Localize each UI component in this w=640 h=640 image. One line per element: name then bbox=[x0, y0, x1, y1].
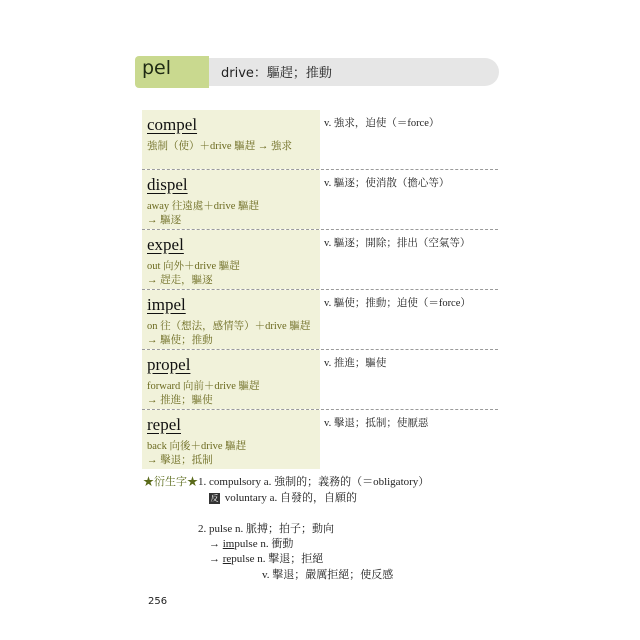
root-header bbox=[135, 56, 500, 88]
etymology bbox=[147, 380, 319, 408]
word-table bbox=[142, 110, 498, 469]
headword: dispel bbox=[147, 175, 188, 194]
headword: expel bbox=[147, 235, 184, 254]
derivative-2 bbox=[198, 520, 334, 536]
stem: pulse bbox=[234, 538, 258, 550]
derivative-line: pulse n. 脈搏；拍子；動向 bbox=[209, 523, 334, 535]
word-cell bbox=[142, 350, 320, 409]
etymology bbox=[147, 200, 319, 228]
derivative-sub-line bbox=[209, 535, 293, 551]
table-row bbox=[142, 170, 498, 230]
antonym-text: voluntary a. 自發的，自願的 bbox=[224, 492, 358, 504]
etymology-line: away 往遠處＋drive 驅趕 bbox=[147, 201, 259, 212]
root-word: pel bbox=[142, 57, 172, 79]
etymology-line: on 往（想法，感情等）＋drive 驅趕 bbox=[147, 321, 311, 332]
headword: repel bbox=[147, 415, 181, 434]
word-cell bbox=[142, 410, 320, 469]
table-row bbox=[142, 290, 498, 350]
root-meaning-band bbox=[209, 58, 499, 86]
table-row bbox=[142, 110, 498, 170]
etymology-line: → 驅使；推動 bbox=[147, 335, 213, 346]
table-row bbox=[142, 230, 498, 290]
derivative-sub-line bbox=[209, 550, 323, 566]
arrow-icon: → bbox=[209, 553, 220, 565]
root-meaning: drive：驅趕；推動 bbox=[221, 66, 332, 81]
etymology-line: out 向外＋drive 驅趕 bbox=[147, 261, 240, 272]
definition: v. 擊退；抵制；使厭惡 bbox=[324, 418, 429, 429]
definition: v. 驅逐；開除；排出（空氣等） bbox=[324, 238, 471, 249]
table-row bbox=[142, 350, 498, 410]
definition: v. 驅使；推動；迫使（＝force） bbox=[324, 298, 471, 309]
etymology-line: back 向後＋drive 驅趕 bbox=[147, 441, 247, 452]
page-number: 256 bbox=[148, 596, 168, 607]
prefix: im bbox=[222, 538, 235, 550]
antonym-line bbox=[209, 489, 357, 505]
word-cell bbox=[142, 110, 320, 169]
derivative-line: compulsory a. 強制的；義務的（＝obligatory） bbox=[209, 476, 430, 488]
derivative-1 bbox=[198, 473, 429, 489]
etymology bbox=[147, 140, 319, 154]
etymology-line: forward 向前＋drive 驅趕 bbox=[147, 381, 260, 392]
derivative-number: 2. bbox=[198, 523, 207, 535]
table-row bbox=[142, 410, 498, 469]
headword: compel bbox=[147, 115, 198, 134]
prefix: re bbox=[222, 553, 232, 565]
headword: propel bbox=[147, 355, 191, 374]
etymology-line: → 趕走，驅逐 bbox=[147, 275, 213, 286]
etymology-line: → 推進；驅使 bbox=[147, 395, 213, 406]
antonym-icon: 反 bbox=[210, 494, 219, 503]
sub-definition: n. 衝動 bbox=[260, 538, 294, 550]
derivatives-label: ★衍生字★ bbox=[143, 476, 198, 488]
etymology-line: → 擊退；抵制 bbox=[147, 455, 213, 466]
etymology-line: → 驅逐 bbox=[147, 215, 182, 226]
root-tag bbox=[135, 56, 209, 88]
word-cell bbox=[142, 170, 320, 229]
etymology bbox=[147, 260, 319, 288]
arrow-icon: → bbox=[209, 538, 220, 550]
word-cell bbox=[142, 290, 320, 349]
sub-definition: n. 擊退；拒絕 bbox=[257, 553, 324, 565]
definition: v. 驅逐；使消散（擔心等） bbox=[324, 178, 450, 189]
stem: pulse bbox=[231, 553, 255, 565]
word-cell bbox=[142, 230, 320, 289]
derivative-number: 1. bbox=[198, 476, 207, 488]
etymology-line: 強制（使）＋drive 驅趕 → 強求 bbox=[147, 141, 292, 152]
etymology bbox=[147, 320, 319, 348]
derivative-sub-definition: v. 擊退；嚴厲拒絕；使反感 bbox=[262, 569, 394, 581]
etymology bbox=[147, 440, 319, 468]
definition: v. 推進；驅使 bbox=[324, 358, 387, 369]
definition: v. 強求，迫使（＝force） bbox=[324, 118, 440, 129]
headword: impel bbox=[147, 295, 186, 314]
